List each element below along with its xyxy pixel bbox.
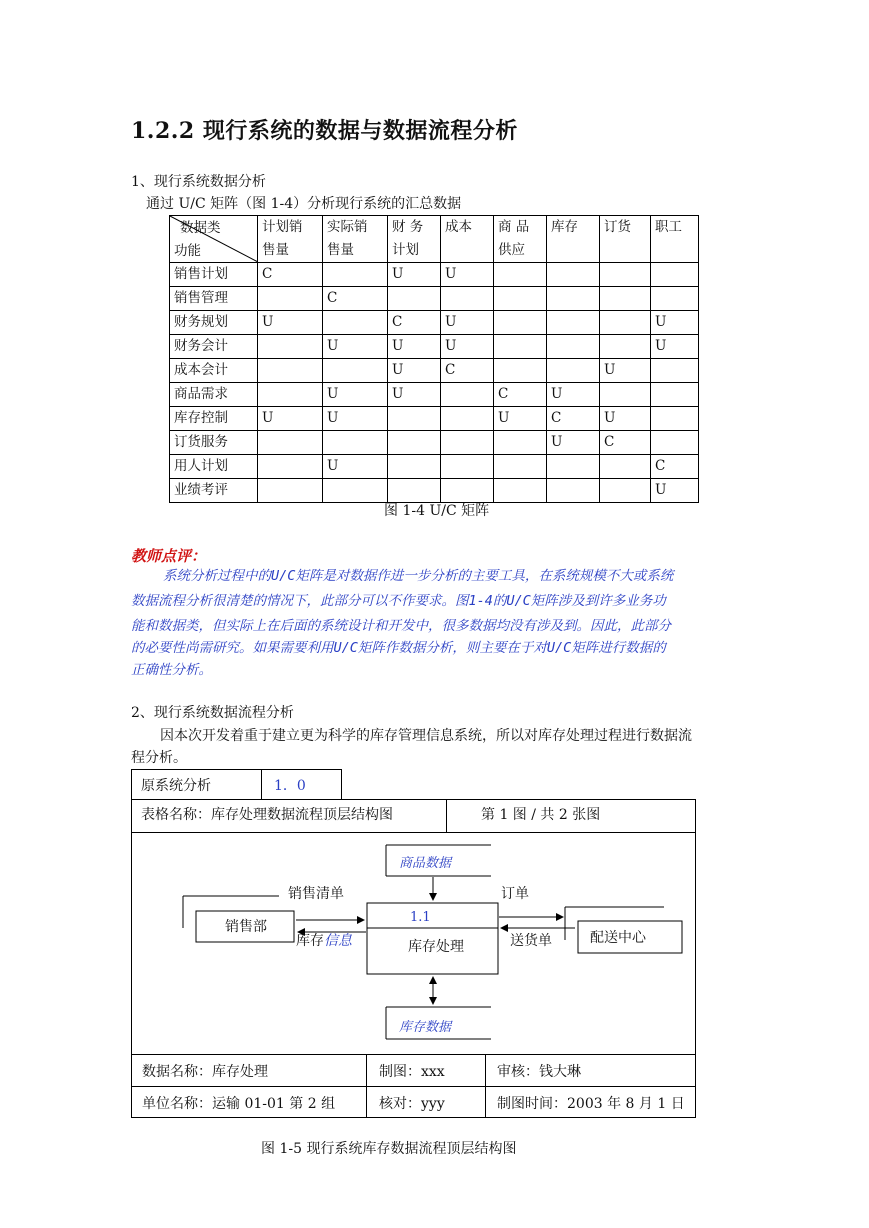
column-header: 库存 <box>547 216 600 263</box>
column-header: 实际销 售量 <box>323 216 388 263</box>
matrix-row-label: 商品需求 <box>170 383 258 407</box>
matrix-cell: U <box>388 263 441 287</box>
section-heading: 1.2.2 现行系统的数据与数据流程分析 <box>131 118 518 144</box>
column-header: 计划销 售量 <box>258 216 323 263</box>
footer-unit: 单位名称：运输 01-01 第 2 组 <box>142 1096 336 1112</box>
section1-intro: 通过 U/C 矩阵（图 1-4）分析现行系统的汇总数据 <box>146 196 462 212</box>
matrix-cell: U <box>323 407 388 431</box>
flow-label-order: 订单 <box>501 886 529 902</box>
footer-date: 制图时间：2003 年 8 月 1 日 <box>497 1096 685 1112</box>
matrix-row-label: 销售计划 <box>170 263 258 287</box>
matrix-cell: U <box>651 479 699 503</box>
footer-data-name: 数据名称：库存处理 <box>142 1064 268 1080</box>
matrix-cell: U <box>441 311 494 335</box>
process-name: 库存处理 <box>408 939 464 955</box>
matrix-cell: U <box>600 359 651 383</box>
matrix-cell: C <box>651 455 699 479</box>
section2-title: 2、现行系统数据流程分析 <box>131 705 294 721</box>
column-header: 职工 <box>651 216 699 263</box>
teacher-comment-line: 系统分析过程中的U/C矩阵是对数据作进一步分析的主要工具，在系统规模不大或系统 <box>163 568 674 584</box>
uc-matrix-caption: 图 1-4 U/C 矩阵 <box>384 503 490 519</box>
teacher-comment-line: 能和数据类，但实际上在后面的系统设计和开发中，很多数据均没有涉及到。因此，此部分 <box>131 618 671 634</box>
matrix-cell: U <box>547 431 600 455</box>
matrix-cell: U <box>494 407 547 431</box>
teacher-comment-line: 正确性分析。 <box>131 662 212 678</box>
matrix-row-label: 成本会计 <box>170 359 258 383</box>
matrix-cell: U <box>258 311 323 335</box>
matrix-cell: C <box>547 407 600 431</box>
matrix-row-label: 订货服务 <box>170 431 258 455</box>
origin-label: 原系统分析 <box>141 778 211 794</box>
corner-label-data: 数据类 <box>180 220 221 236</box>
matrix-cell: C <box>441 359 494 383</box>
flow-label-sales-list: 销售清单 <box>288 886 344 902</box>
data-store-product-label: 商品数据 <box>399 856 452 871</box>
matrix-cell: U <box>323 455 388 479</box>
footer-drawer: 制图：xxx <box>379 1064 445 1080</box>
entity-distribution-label: 配送中心 <box>590 930 646 946</box>
matrix-cell: U <box>547 383 600 407</box>
matrix-cell: U <box>600 407 651 431</box>
page-info: 第 1 图 / 共 2 张图 <box>481 807 601 823</box>
entity-sales-label: 销售部 <box>225 919 267 935</box>
teacher-comment-line: 数据流程分析很清楚的情况下，此部分可以不作要求。图1-4的U/C矩阵涉及到许多业务功 <box>131 593 666 609</box>
origin-value: 1．0 <box>274 778 306 794</box>
matrix-cell: U <box>441 335 494 359</box>
flow-label-stock-info: 库存信息 <box>296 933 352 949</box>
column-header: 商 品 供应 <box>494 216 547 263</box>
column-header: 财 务 计划 <box>388 216 441 263</box>
matrix-cell: U <box>651 311 699 335</box>
column-header: 成本 <box>441 216 494 263</box>
matrix-cell: C <box>388 311 441 335</box>
matrix-cell: C <box>323 287 388 311</box>
dfd-caption: 图 1-5 现行系统库存数据流程顶层结构图 <box>261 1141 517 1157</box>
matrix-cell: U <box>388 335 441 359</box>
matrix-cell: U <box>388 359 441 383</box>
teacher-comment-line: 的必要性尚需研究。如果需要利用U/C矩阵作数据分析，则主要在于对U/C矩阵进行数据的 <box>131 640 666 656</box>
flow-label-delivery: 送货单 <box>510 933 552 949</box>
column-header: 订货 <box>600 216 651 263</box>
matrix-row-label: 用人计划 <box>170 455 258 479</box>
footer-checker: 核对：yyy <box>379 1096 445 1112</box>
matrix-row-label: 财务会计 <box>170 335 258 359</box>
corner-label-function: 功能 <box>174 243 201 259</box>
section2-paragraph-line: 程分析。 <box>131 750 187 766</box>
matrix-row-label: 财务规划 <box>170 311 258 335</box>
form-name: 表格名称：库存处理数据流程顶层结构图 <box>141 807 393 823</box>
matrix-cell: U <box>441 263 494 287</box>
matrix-cell: U <box>258 407 323 431</box>
matrix-cell: U <box>323 335 388 359</box>
matrix-row-label: 库存控制 <box>170 407 258 431</box>
matrix-cell: C <box>494 383 547 407</box>
teacher-comment-title: 教师点评： <box>131 547 207 565</box>
process-id: 1.1 <box>410 910 431 925</box>
matrix-cell: C <box>600 431 651 455</box>
section2-paragraph-line: 因本次开发着重于建立更为科学的库存管理信息系统，所以对库存处理过程进行数据流 <box>160 728 692 744</box>
matrix-cell: U <box>323 383 388 407</box>
data-store-inventory-label: 库存数据 <box>399 1020 452 1035</box>
matrix-cell: C <box>258 263 323 287</box>
matrix-cell: U <box>388 383 441 407</box>
matrix-cell: U <box>651 335 699 359</box>
section1-title: 1、现行系统数据分析 <box>131 174 266 190</box>
matrix-row-label: 销售管理 <box>170 287 258 311</box>
matrix-row-label: 业绩考评 <box>170 479 258 503</box>
footer-reviewer: 审核：钱大琳 <box>497 1064 581 1080</box>
